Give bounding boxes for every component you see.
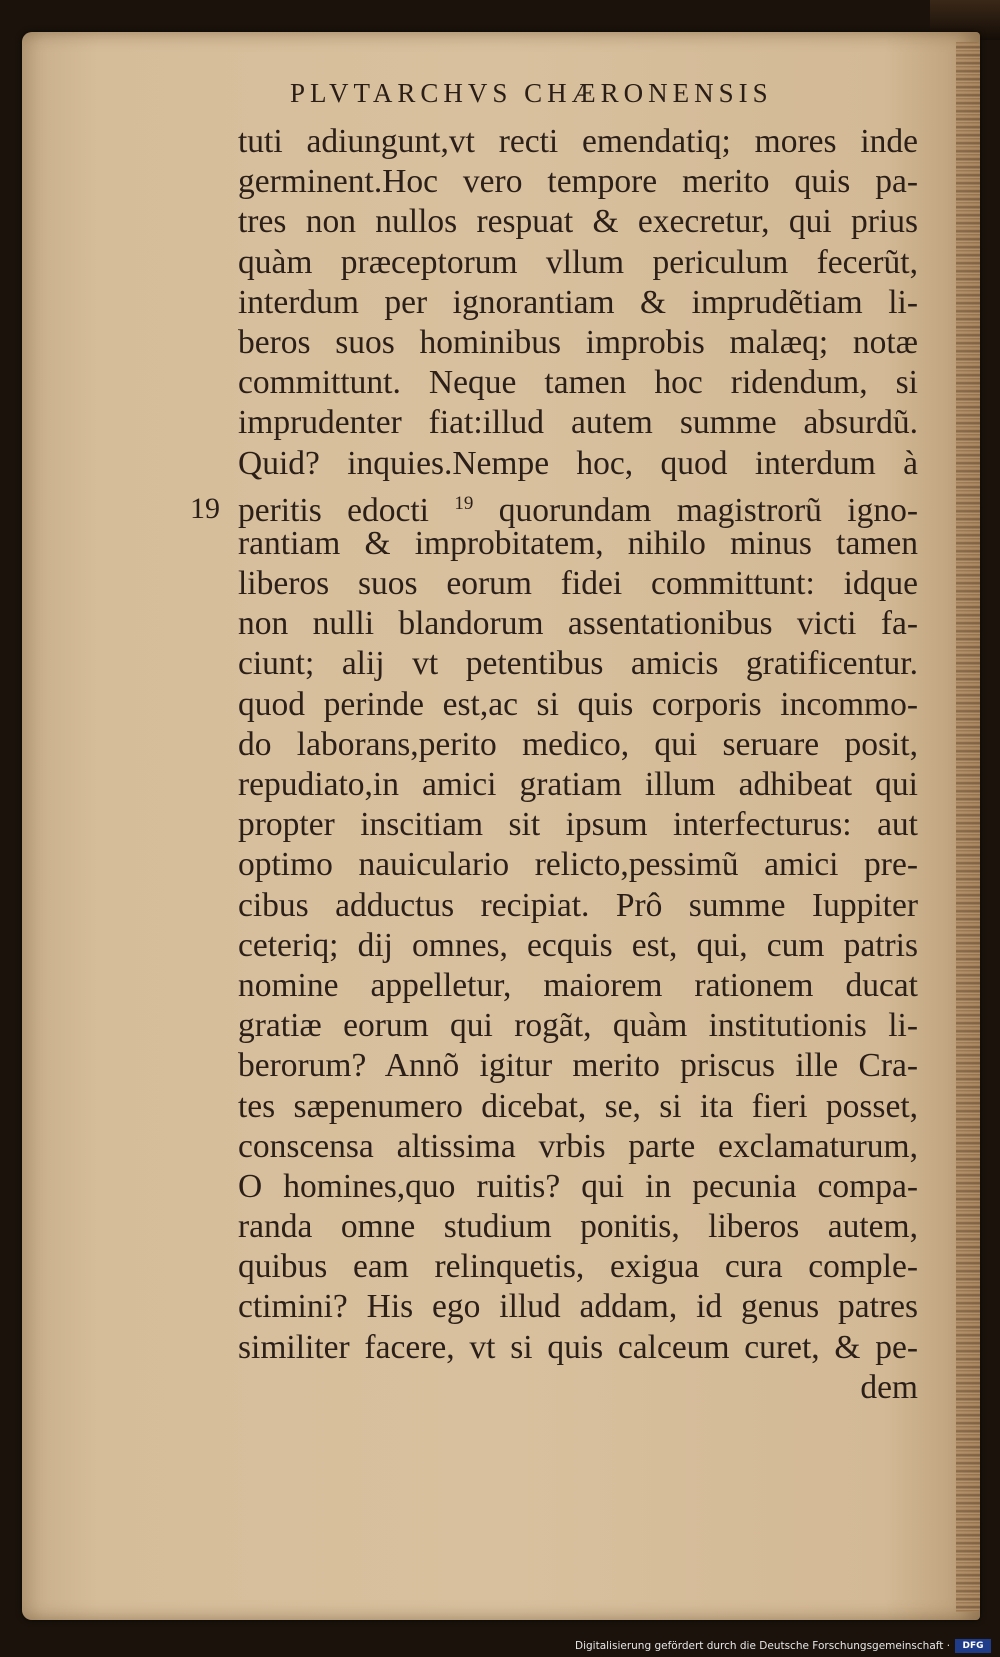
text-line: committunt. Neque tamen hoc ridendum, si — [238, 364, 918, 402]
text-line: quibus eam relinquetis, exigua cura comple- — [238, 1248, 918, 1286]
text-line: cibus adductus recipiat. Prô summe Iuppiter — [238, 886, 918, 924]
text-line: randa omne studium ponitis, liberos autem, — [238, 1208, 918, 1246]
text-line: germinent.Hoc vero tempore merito quis pa- — [238, 163, 918, 201]
text-line: non nulli blandorum assentationibus victi fa- — [238, 605, 918, 643]
text-line: imprudenter fiat:illud autem summe absurdũ. — [238, 404, 918, 442]
text-line: quod perinde est,ac si quis corporis incommo- — [238, 685, 918, 723]
margin-note: 19 — [190, 492, 220, 525]
text-line: beros suos hominibus improbis malæq; notæ — [238, 323, 918, 361]
text-line: repudiato,in amici gratiam illum adhibeat qui — [238, 766, 918, 803]
text-line: do laborans,perito medico, qui seruare posit, — [238, 725, 918, 763]
text-line: liberos suos eorum fidei committunt: idque — [238, 565, 918, 603]
text-line: interdum per ignorantiam & imprudẽtiam li- — [238, 283, 918, 321]
text-line: ctimini? His ego illud addam, id genus patres — [238, 1288, 918, 1326]
text-line: rantiam & improbitatem, nihilo minus tamen — [238, 524, 918, 562]
text-line: nomine appelletur, maiorem rationem ducat — [238, 966, 918, 1004]
text-line: ceteriq; dij omnes, ecquis est, qui, cum patris — [238, 926, 918, 964]
dfg-logo-icon: DFG — [955, 1639, 991, 1653]
footnote-marker: 19 — [454, 492, 474, 514]
text-line: optimo nauiculario relicto,pessimũ amici pre- — [238, 846, 918, 884]
text-line: tes sæpenumero dicebat, se, si ita fieri posset, — [238, 1087, 918, 1125]
body-text — [238, 122, 918, 1408]
text-line: gratiæ eorum qui rogãt, quàm institutionis li- — [238, 1007, 918, 1045]
text-line: conscensa altissima vrbis parte exclamaturum, — [238, 1127, 918, 1165]
catchword: dem — [860, 1368, 918, 1406]
text-line: tres non nullos respuat & execretur, qui prius — [238, 203, 918, 241]
running-head: PLVTARCHVS CHÆRONENSIS — [290, 78, 773, 108]
text-line: berorum? Annõ igitur merito priscus ille Cra- — [238, 1047, 918, 1085]
page-edge — [956, 42, 980, 1612]
text-line: propter inscitiam sit ipsum interfecturus: aut — [238, 806, 918, 844]
text-line: Quid? inquies.Nempe hoc, quod interdum à — [238, 444, 918, 482]
text-line: tuti adiungunt,vt recti emendatiq; mores inde — [238, 123, 918, 160]
text-line: ciunt; alij vt petentibus amicis gratificentur. — [238, 645, 918, 683]
text-line: peritis edocti $^{19}$ quorundam magistrorũ igno- — [238, 491, 918, 529]
text-line: O homines,quo ruitis? qui in pecunia compa- — [238, 1167, 918, 1205]
footer-credit: Digitalisierung gefördert durch die Deutsche Forschungsgemeinschaft · — [575, 1640, 951, 1652]
text-line: similiter facere, vt si quis calceum curet, & pe- — [238, 1328, 918, 1366]
text-line: quàm præceptorum vllum periculum fecerũt, — [238, 243, 918, 281]
